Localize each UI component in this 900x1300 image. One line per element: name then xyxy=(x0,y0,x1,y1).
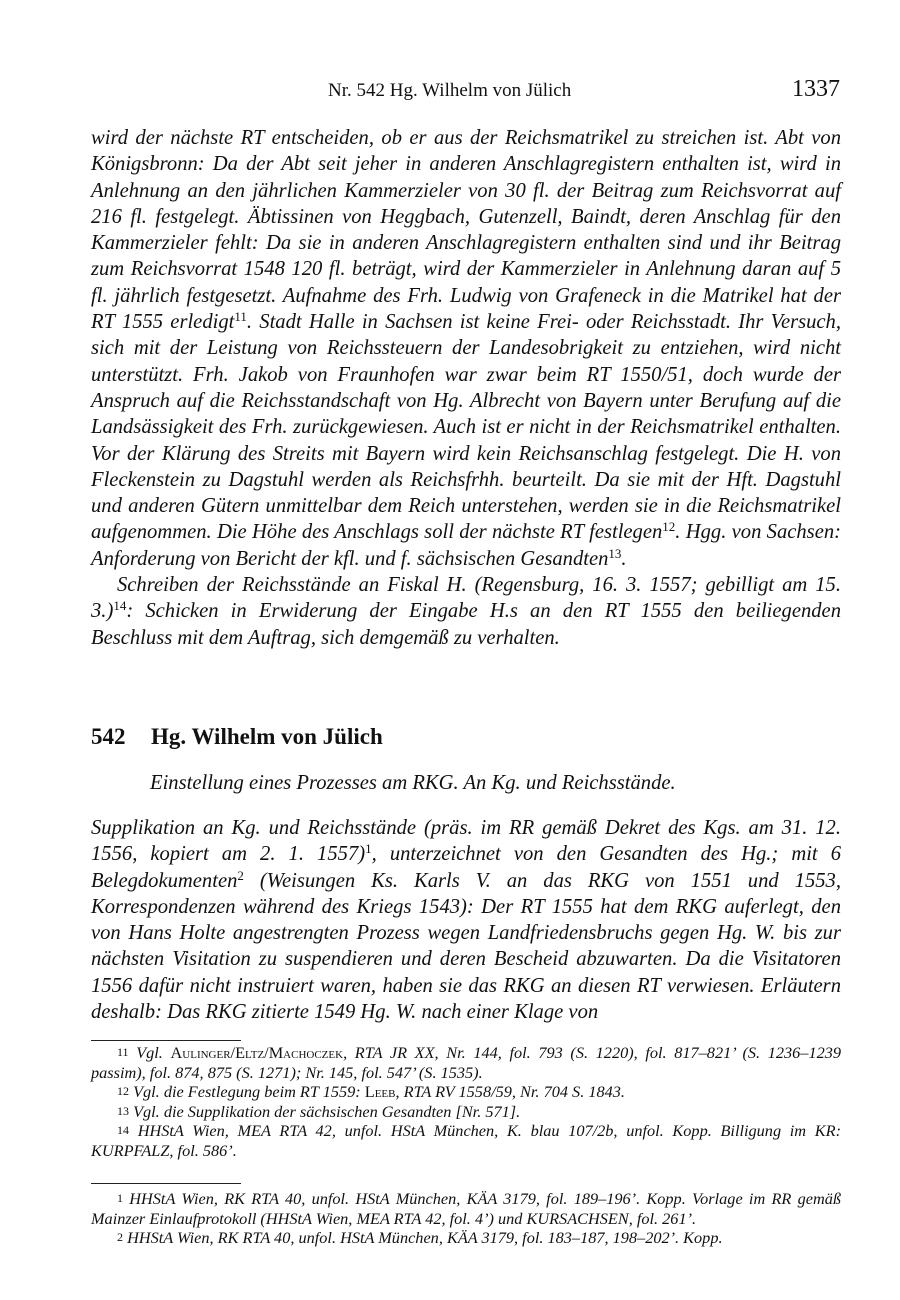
footnote: 13 Vgl. die Supplikation der sächsischen Gesandten [Nr. 571]. xyxy=(117,1101,521,1121)
document-subtitle: Einstellung eines Prozesses am RKG. An Kg. und Reichsstände. xyxy=(150,772,676,794)
apparatus-divider xyxy=(91,1183,241,1184)
paragraph: Schreiben der Reichsstände an Fiskal H. (Regensburg, 16. 3. 1557; gebilligt am 15. 3.)$^{14}$: Schicken in Erwiderung der Eingabe H.s an den RT 1555 den beiliegenden Beschluss mit dem Auftrag, sich demgemäß zu verhalten. xyxy=(91,574,841,649)
paragraph: wird der nächste RT entscheiden, ob er aus der Reichsmatrikel zu streichen ist. Abt von Königsbronn: Da der Abt seit jeher in anderen Anschlagregistern enthalten ist, wird in Anlehnung an den jährlichen Kammerzieler von 30 fl. der Beitrag zum Reichsvorrat auf 216 fl. festgelegt. Äbtissinen von Heggbach, Gutenzell, Baindt, deren Anschlag für den Kammerzieler fehlt: Da sie in anderen Anschlagregistern enthalten sind und ihr Beitrag zum Reichsvorrat 1548 120 fl. beträgt, wird der Kammerzieler in Anlehnung daran auf 5 fl. jährlich festgesetzt. Aufnahme des Frh. Ludwig von Grafeneck in die Matrikel hat der RT 1555 erledigt$^{11}$. Stadt Halle in Sachsen ist keine Frei- oder Reichsstadt. Ihr Versuch, sich mit der Leistung von Reichssteuern der Landesobrigkeit zu entziehen, wird nicht unterstützt. Frh. Jakob von Fraunhofen war zwar beim RT 1550/51, doch wurde der Anspruch auf die Reichsstandschaft von Hg. Albrecht von Bayern unter Berufung auf die Landsässigkeit des Frh. zurückgewiesen. Auch ist er nicht in der Reichsmatrikel enthalten. Vor der Klärung des Streits mit Bayern wird kein Reichsanschlag festgelegt. Die H. von Fleckenstein zu Dagstuhl werden als Reichsfrhh. beurteilt. Da sie mit der Hft. Dagstuhl und anderen Gütern unmittelbar dem Reich unterstehen, werden sie in die Reichsmatrikel aufgenommen. Die Höhe des Anschlags soll der nächste RT festlegen$^{12}$. Hgg. von Sachsen: Anforderung von Bericht der kfl. und f. sächsischen Gesandten$^{13}$. xyxy=(91,127,841,570)
apparatus-notes xyxy=(91,1189,841,1248)
running-header xyxy=(90,78,840,106)
running-title: Nr. 542 Hg. Wilhelm von Jülich xyxy=(328,80,572,101)
apparatus-note: 2 HHStA Wien, RK RTA 40, unfol. HStA München, KÄA 3179, fol. 183–187, 198–202’. Kopp. xyxy=(117,1228,723,1248)
footnote-ref[interactable]: 14 xyxy=(113,598,127,614)
document-summary xyxy=(91,815,841,1025)
apparatus-ref[interactable]: 1 xyxy=(365,841,372,857)
footnote: 11 Vgl. Aulinger/Eltz/Machoczek, RTA JR XX, Nr. 144, fol. 793 (S. 1220), fol. 817–821’ (S. 1236–1239 passim), fol. 874, 875 (S. 1271); Nr. 145, fol. 547’ (S. 1535). xyxy=(91,1043,842,1082)
footnote-ref[interactable]: 13 xyxy=(608,545,622,561)
document-heading xyxy=(91,724,383,750)
footnote-divider xyxy=(91,1040,241,1041)
page-number: 1337 xyxy=(792,76,840,102)
footnote-ref[interactable]: 12 xyxy=(662,519,676,535)
footnote-ref[interactable]: 11 xyxy=(234,309,247,325)
document-number: 542 xyxy=(91,724,126,749)
footnotes xyxy=(91,1043,841,1161)
footnote: 14 HHStA Wien, MEA RTA 42, unfol. HStA München, K. blau 107/2b, unfol. Kopp. Billigung im KR: KURPFALZ, fol. 586’. xyxy=(91,1121,841,1160)
footnote: 12 Vgl. die Festlegung beim RT 1559: Leeb, RTA RV 1558/59, Nr. 704 S. 1843. xyxy=(117,1082,625,1102)
apparatus-ref[interactable]: 2 xyxy=(237,867,244,883)
paragraph: Supplikation an Kg. und Reichsstände (präs. im RR gemäß Dekret des Kgs. am 31. 12. 1556, kopiert am 2. 1. 1557)$^1$, unterzeichnet von den Gesandten des Hg.; mit 6 Belegdokumenten$^2$ (Weisungen Ks. Karls V. an das RKG von 1551 und 1553, Korrespondenzen während des Kriegs 1543): Der RT 1555 hat dem RKG auferlegt, den von Hans Holte angestrengten Prozess wegen Landfriedensbruchs gegen Hg. W. bis zur nächsten Visitation zu suspendieren und deren Bescheid abzuwarten. Da die Visitatoren 1556 dafür nicht instruiert waren, haben sie das RKG an diesen RT verwiesen. Erläutern deshalb: Das RKG zitierte 1549 Hg. W. nach einer Klage von xyxy=(91,817,841,1024)
document-title: Hg. Wilhelm von Jülich xyxy=(151,724,383,749)
apparatus-note: 1 HHStA Wien, RK RTA 40, unfol. HStA München, KÄA 3179, fol. 189–196’. Kopp. Vorlage im RR gemäß Mainzer Einlaufprotokoll (HHStA Wien, MEA RTA 42, fol. 4’) und KURSACHSEN, fol. 261’. xyxy=(91,1189,842,1228)
continued-entry-text xyxy=(91,125,841,651)
